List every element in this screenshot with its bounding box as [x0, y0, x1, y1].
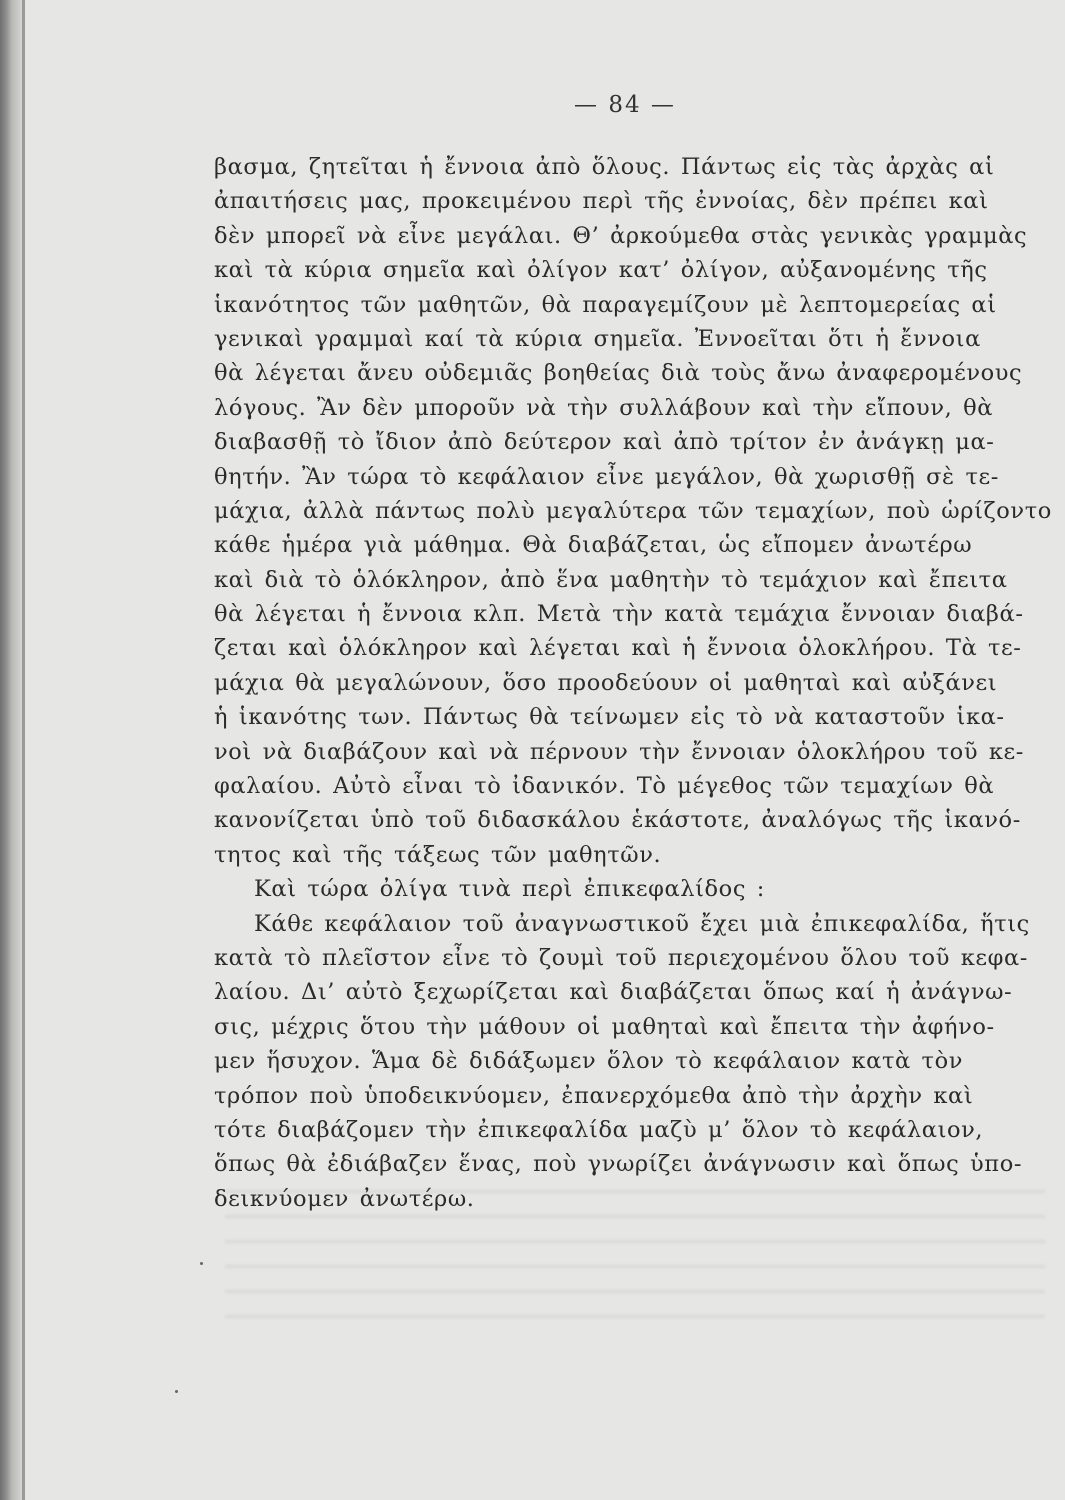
- paragraph-3: [214, 907, 1065, 1217]
- show-through-text: [225, 1180, 1045, 1340]
- paper-speck: [200, 1262, 203, 1265]
- text-line: καὶ τὰ κύρια σημεῖα καὶ ὀλίγον κατ’ ὀλίγον, αὐξανομένης τῆς: [214, 257, 988, 284]
- text-line: ζεται καὶ ὁλόκληρον καὶ λέγεται καὶ ἡ ἔννοια ὁλοκλήρου. Τὰ τε-: [214, 635, 1022, 662]
- text-line: κανονίζεται ὑπὸ τοῦ διδασκάλου ἑκάστοτε, ἀναλόγως τῆς ἱκανό-: [214, 807, 1021, 834]
- text-line: ὅπως θὰ ἐδιάβαζεν ἕνας, ποὺ γνωρίζει ἀνάγνωσιν καὶ ὅπως ὑπο-: [214, 1151, 1023, 1178]
- text-line: ἱκανότητος τῶν μαθητῶν, θὰ παραγεμίζουν μὲ λεπτομερείας αἱ: [214, 291, 997, 318]
- text-line: καὶ διὰ τὸ ὁλόκληρον, ἀπὸ ἕνα μαθητὴν τὸ τεμάχιον καὶ ἔπειτα: [214, 566, 1008, 593]
- page-number: — 84 —: [574, 92, 676, 118]
- text-line: ἡ ἱκανότης των. Πάντως θὰ τείνωμεν εἰς τὸ νὰ καταστοῦν ἱκα-: [214, 704, 1005, 731]
- scan-binding-shadow: [0, 0, 22, 1500]
- text-line: μεν ἥσυχον. Ἅμα δὲ διδάξωμεν ὅλον τὸ κεφάλαιον κατὰ τὸν: [214, 1048, 964, 1075]
- text-line: θὰ λέγεται ἡ ἔννοια κλπ. Μετὰ τὴν κατὰ τεμάχια ἔννοιαν διαβά-: [214, 601, 1024, 628]
- text-line: λόγους. Ἂν δὲν μπορoῦν νὰ τὴν συλλάβουν καὶ τὴν εἴπουν, θὰ: [214, 394, 994, 421]
- text-line: δὲν μπορεῖ νὰ εἶνε μεγάλαι. Θ’ ἀρκούμεθα στὰς γενικὰς γραμμὰς: [214, 222, 1028, 249]
- text-line: τρόπον ποὺ ὑποδεικνύομεν, ἐπανερχόμεθα ἀπὸ τὴν ἀρχὴν καὶ: [214, 1082, 974, 1109]
- paragraph-2: [214, 872, 1065, 906]
- book-page: [25, 0, 1065, 1500]
- text-line: μάχια θὰ μεγαλώνουν, ὅσο προοδεύουν οἱ μαθηταὶ καὶ αὐξάνει: [214, 669, 998, 696]
- page-text: [214, 150, 1065, 1216]
- text-line: Κάθε κεφάλαιον τοῦ ἀναγνωστικοῦ ἔχει μιὰ ἐπικεφαλίδα, ἥτις: [254, 910, 1030, 937]
- text-line: γενικαὶ γραμμαὶ καί τὰ κύρια σημεῖα. Ἐννοεῖται ὅτι ἡ ἔννοια: [214, 325, 981, 352]
- text-line: νοὶ νὰ διαβάζουν καὶ νὰ πέρνουν τὴν ἔννοιαν ὁλοκλήρου τοῦ κε-: [214, 738, 1024, 765]
- text-line: διαβασθῇ τὸ ἴδιον ἀπὸ δεύτερον καὶ ἀπὸ τρίτον ἐν ἀνάγκῃ μα-: [214, 429, 995, 456]
- text-line: ἀπαιτήσεις μας, προκειμένου περὶ τῆς ἐννοίας, δὲν πρέπει καὶ: [214, 188, 989, 215]
- text-line: φαλαίου. Αὐτὸ εἶναι τὸ ἰδανικόν. Τὸ μέγεθος τῶν τεμαχίων θὰ: [214, 773, 995, 800]
- text-line: τότε διαβάζομεν τὴν ἐπικεφαλίδα μαζὺ μ’ ὅλον τὸ κεφάλαιον,: [214, 1116, 984, 1143]
- paragraph-1: [214, 150, 1065, 872]
- text-line: θητήν. Ἂν τώρα τὸ κεφάλαιον εἶνε μεγάλον, θὰ χωρισθῇ σὲ τε-: [214, 463, 999, 490]
- text-line: δεικνύομεν ἀνωτέρω.: [214, 1185, 475, 1212]
- text-line: μάχια, ἀλλὰ πάντως πολὺ μεγαλύτερα τῶν τεμαχίων, ποὺ ὡρίζοντο: [214, 497, 1052, 524]
- text-line: κατὰ τὸ πλεῖστον εἶνε τὸ ζουμὶ τοῦ περιεχομένου ὅλου τοῦ κεφα-: [214, 944, 1028, 971]
- text-line: βασμα, ζητεῖται ἡ ἔννοια ἀπὸ ὅλους. Πάντως εἰς τὰς ἀρχὰς αἱ: [214, 154, 995, 180]
- text-line: θὰ λέγεται ἄνευ οὐδεμιᾶς βοηθείας διὰ τοὺς ἄνω ἀναφερομένους: [214, 360, 1023, 387]
- text-line: λαίου. Δι’ αὐτὸ ξεχωρίζεται καὶ διαβάζεται ὅπως καί ἡ ἀνάγνω-: [214, 979, 1013, 1006]
- text-line: κάθε ἡμέρα γιὰ μάθημα. Θὰ διαβάζεται, ὡς εἴπομεν ἀνωτέρω: [214, 532, 973, 559]
- text-line: Καὶ τώρα ὀλίγα τινὰ περὶ ἐπικεφαλίδος :: [254, 876, 765, 903]
- text-line: σις, μέχρις ὅτου τὴν μάθουν οἱ μαθηταὶ καὶ ἔπειτα τὴν ἀφήνο-: [214, 1013, 995, 1040]
- text-line: τητος καὶ τῆς τάξεως τῶν μαθητῶν.: [214, 841, 662, 868]
- paper-speck: [175, 1390, 178, 1393]
